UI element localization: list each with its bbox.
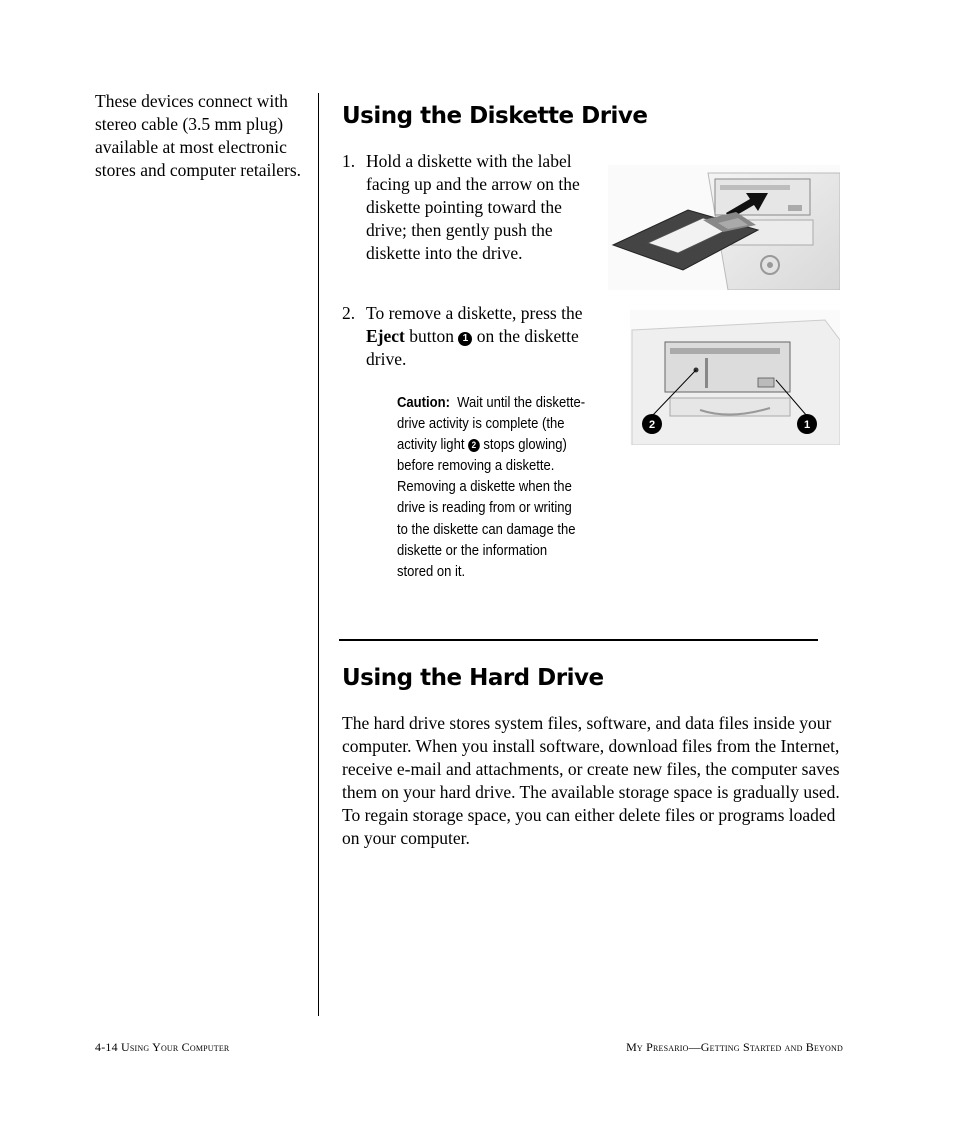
caution-note xyxy=(397,393,586,583)
step-1 xyxy=(342,150,592,265)
diskette-section-heading: Using the Diskette Drive xyxy=(342,103,648,129)
caution-text-after: stops glowing) before removing a diskette. Removing a diskette when the drive is reading from or writing to the diskette can damage the diskette or the information stored on it. xyxy=(397,437,576,580)
callout-2-text: 2 xyxy=(648,419,656,431)
footer-right-text: My Presario—Getting Started and Beyond xyxy=(626,1040,843,1054)
hard-drive-section-heading: Using the Hard Drive xyxy=(342,665,604,691)
callout-2-marker: 2 xyxy=(468,439,480,452)
step-text: Hold a diskette with the label facing up and the arrow on the diskette pointing toward the drive; then gently push the diskette into the drive. xyxy=(366,151,580,263)
caution-label: Caution: xyxy=(397,395,450,411)
sidenote: These devices connect with stereo cable (3.5 mm plug) available at most electronic stores and computer retailers. xyxy=(95,91,302,180)
section-divider xyxy=(339,639,818,641)
footer-right xyxy=(626,1040,843,1055)
callout-1-text: 1 xyxy=(803,419,811,431)
step-text-after: on the diskette drive. xyxy=(366,326,579,369)
insert-diskette-illustration xyxy=(608,165,840,290)
diskette-drive-front-illustration xyxy=(630,310,840,445)
step-text xyxy=(366,302,592,371)
column-divider xyxy=(318,93,319,1016)
footer-left-text: 4-14 Using Your Computer xyxy=(95,1040,230,1054)
step-text-middle: button xyxy=(404,326,459,346)
step-number: 2. xyxy=(342,303,356,323)
footer-left xyxy=(95,1040,229,1055)
step-text-before: To remove a diskette, press the xyxy=(366,303,583,323)
step-number: 1. xyxy=(342,151,356,171)
eject-label: Eject xyxy=(366,326,405,346)
step-2 xyxy=(342,302,592,371)
caution-text-before: Wait until the diskette-drive activity is complete (the activity light xyxy=(397,395,586,454)
callout-1-marker: 1 xyxy=(458,332,472,346)
hard-drive-body: The hard drive stores system files, software, and data files inside your computer. When you install software, download files from the Internet, receive e-mail and attachments, or create new files, the computer saves them on your hard drive. The available storage space is gradually used. To regain storage space, you can either delete files or programs loaded on your computer. xyxy=(342,713,840,848)
